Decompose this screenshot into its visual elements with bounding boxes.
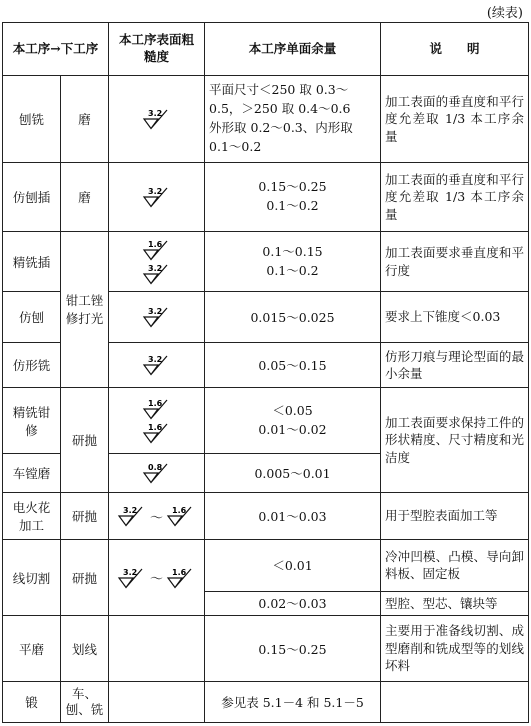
next-process-cell: 钳工锉修打光 bbox=[61, 232, 109, 388]
roughness-value: 3.2 bbox=[123, 506, 138, 516]
current-process-cell: 线切割 bbox=[3, 540, 61, 616]
roughness-value: 3.2 bbox=[123, 567, 138, 577]
surface-roughness-icon bbox=[166, 567, 196, 589]
allowance-cell: 0.05～0.15 bbox=[205, 343, 381, 388]
table-row bbox=[3, 388, 529, 454]
allowance-cell: 0.01～0.03 bbox=[205, 493, 381, 540]
roughness-value: 0.8 bbox=[147, 463, 162, 473]
range-tilde: ～ bbox=[150, 510, 164, 526]
table-row bbox=[3, 540, 529, 591]
roughness-value: 3.2 bbox=[147, 263, 162, 273]
surface-roughness-icon bbox=[142, 398, 172, 420]
roughness-value: 1.6 bbox=[147, 422, 162, 432]
current-process-cell: 平磨 bbox=[3, 616, 61, 682]
roughness-cell bbox=[109, 162, 205, 232]
roughness-value: 3.2 bbox=[147, 355, 162, 365]
allowance-cell: ＜0.05 0.01～0.02 bbox=[205, 388, 381, 454]
allowance-cell: 0.15～0.25 bbox=[205, 616, 381, 682]
roughness-value: 1.6 bbox=[147, 398, 162, 408]
note-cell bbox=[381, 681, 529, 722]
surface-roughness-icon bbox=[142, 422, 172, 444]
current-process-cell: 仿形铣 bbox=[3, 343, 61, 388]
surface-roughness-icon bbox=[142, 186, 172, 208]
next-process-cell: 磨 bbox=[61, 76, 109, 162]
allowance-cell: 0.15～0.25 0.1～0.2 bbox=[205, 162, 381, 232]
note-cell: 加工表面要求垂直度和平行度 bbox=[381, 232, 529, 292]
table-row bbox=[3, 232, 529, 292]
header-notes: 说 明 bbox=[381, 23, 529, 76]
surface-roughness-icon bbox=[142, 263, 172, 285]
note-cell: 仿形刀痕与理论型面的最小余量 bbox=[381, 343, 529, 388]
roughness-cell bbox=[109, 291, 205, 342]
allowance-cell: 0.015～0.025 bbox=[205, 291, 381, 342]
next-process-cell: 车、刨、铣 bbox=[61, 681, 109, 722]
roughness-value: 3.2 bbox=[147, 108, 162, 118]
note-cell: 要求上下锥度＜0.03 bbox=[381, 291, 529, 342]
header-row bbox=[3, 23, 529, 76]
current-process-cell: 车镗磨 bbox=[3, 454, 61, 493]
roughness-cell bbox=[109, 388, 205, 454]
surface-roughness-icon bbox=[166, 505, 196, 527]
roughness-cell bbox=[109, 76, 205, 162]
note-cell: 型腔、型芯、镶块等 bbox=[381, 591, 529, 616]
note-cell: 加工表面的垂直度和平行度允差取 1/3 本工序余量 bbox=[381, 162, 529, 232]
table-row bbox=[3, 493, 529, 540]
current-process-cell: 仿刨插 bbox=[3, 162, 61, 232]
next-process-cell: 研抛 bbox=[61, 540, 109, 616]
roughness-cell bbox=[109, 232, 205, 292]
next-process-cell: 研抛 bbox=[61, 493, 109, 540]
note-cell: 加工表面的垂直度和平行度允差取 1/3 本工序余量 bbox=[381, 76, 529, 162]
roughness-cell bbox=[109, 681, 205, 722]
allowance-cell: 参见表 5.1－4 和 5.1－5 bbox=[205, 681, 381, 722]
roughness-cell bbox=[109, 454, 205, 493]
roughness-cell bbox=[109, 540, 205, 616]
note-cell: 冷冲凹模、凸模、导向卸料板、固定板 bbox=[381, 540, 529, 591]
current-process-cell: 刨铣 bbox=[3, 76, 61, 162]
range-tilde: ～ bbox=[150, 572, 164, 588]
note-cell: 用于型腔表面加工等 bbox=[381, 493, 529, 540]
next-process-cell: 磨 bbox=[61, 162, 109, 232]
roughness-value: 1.6 bbox=[172, 506, 187, 516]
roughness-cell bbox=[109, 493, 205, 540]
roughness-cell bbox=[109, 343, 205, 388]
note-cell: 加工表面要求保持工件的形状精度、尺寸精度和光洁度 bbox=[381, 388, 529, 493]
current-process-cell: 锻 bbox=[3, 681, 61, 722]
roughness-value: 3.2 bbox=[147, 307, 162, 317]
note-cell: 主要用于准备线切割、成型磨削和铣成型等的划线坏料 bbox=[381, 616, 529, 682]
header-allowance: 本工序单面余量 bbox=[205, 23, 381, 76]
roughness-cell bbox=[109, 616, 205, 682]
table-row bbox=[3, 76, 529, 162]
roughness-value: 1.6 bbox=[172, 567, 187, 577]
continued-label: (续表) bbox=[486, 6, 523, 21]
machining-allowance-table bbox=[2, 22, 529, 723]
allowance-cell: 0.1～0.15 0.1～0.2 bbox=[205, 232, 381, 292]
table-row bbox=[3, 616, 529, 682]
surface-roughness-icon bbox=[142, 108, 172, 130]
next-process-cell: 研抛 bbox=[61, 388, 109, 493]
header-process: 本工序→下工序 bbox=[3, 23, 109, 76]
surface-roughness-icon bbox=[117, 505, 147, 527]
table-row bbox=[3, 681, 529, 722]
surface-roughness-icon bbox=[142, 239, 172, 261]
allowance-cell: 0.02～0.03 bbox=[205, 591, 381, 616]
current-process-cell: 精铣钳修 bbox=[3, 388, 61, 454]
current-process-cell: 电火花加工 bbox=[3, 493, 61, 540]
next-process-cell: 划线 bbox=[61, 616, 109, 682]
roughness-value: 1.6 bbox=[147, 239, 162, 249]
header-roughness: 本工序表面粗糙度 bbox=[109, 23, 205, 76]
allowance-cell: 平面尺寸＜250 取 0.3～0.5，＞250 取 0.4～0.6 外形取 0.2～0.3、内形取 0.1～0.2 bbox=[205, 76, 381, 162]
allowance-cell: ＜0.01 bbox=[205, 540, 381, 591]
current-process-cell: 精铣插 bbox=[3, 232, 61, 292]
surface-roughness-icon bbox=[142, 306, 172, 328]
roughness-value: 3.2 bbox=[147, 186, 162, 196]
current-process-cell: 仿刨 bbox=[3, 291, 61, 342]
table-row bbox=[3, 162, 529, 232]
surface-roughness-icon bbox=[142, 354, 172, 376]
surface-roughness-icon bbox=[117, 567, 147, 589]
allowance-cell: 0.005～0.01 bbox=[205, 454, 381, 493]
surface-roughness-icon bbox=[142, 462, 172, 484]
